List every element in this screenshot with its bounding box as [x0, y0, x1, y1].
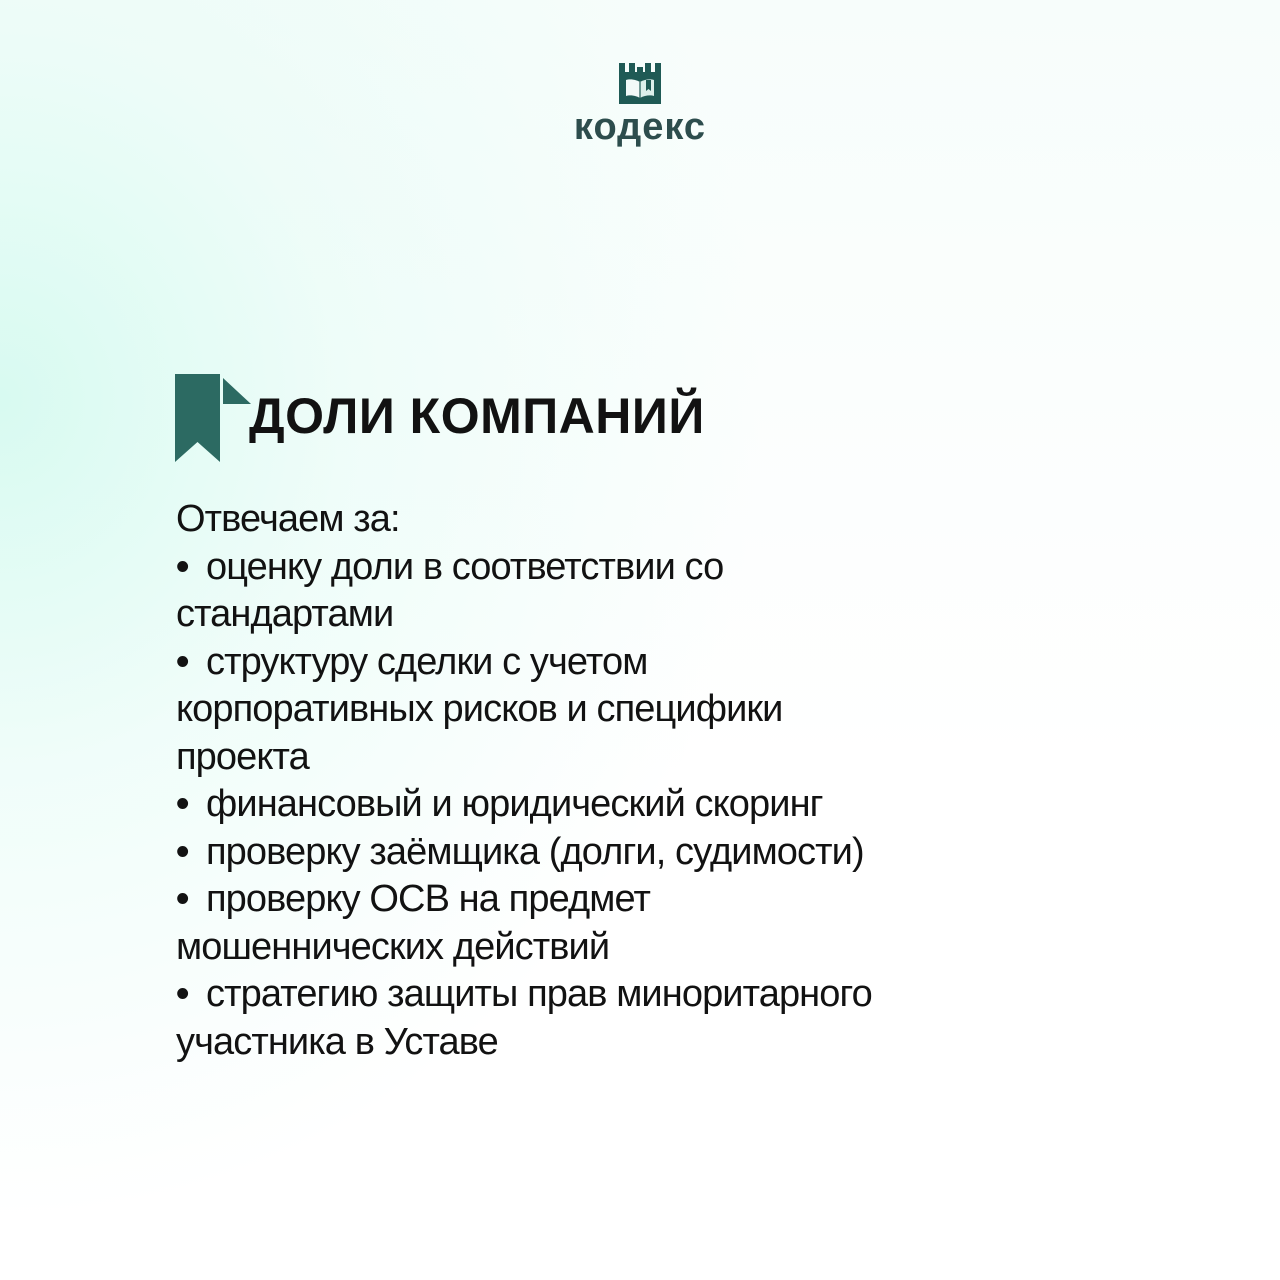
bullet-icon: • — [176, 783, 189, 825]
list-item-text: проекта — [176, 735, 309, 778]
section-heading — [175, 374, 705, 464]
list-item — [176, 639, 1176, 782]
list-item — [176, 544, 1176, 639]
list-item-text: проверку заёмщика (долги, судимости) — [206, 830, 864, 873]
brand-name: кодекс — [573, 106, 707, 148]
bullet-icon: • — [176, 830, 189, 873]
brand-logo — [0, 62, 1280, 146]
list-item — [176, 971, 1176, 1066]
list-item — [176, 829, 1176, 877]
list-item-text: участника в Уставе — [176, 1020, 498, 1063]
bullet-icon: • — [176, 878, 189, 920]
bookmark-icon — [175, 374, 255, 464]
intro-text: Отвечаем за: — [176, 498, 400, 540]
list-item-text: оценку доли в соответствии со — [206, 545, 724, 588]
list-item-text: стратегию защиты прав миноритарного — [206, 973, 872, 1015]
services-description — [176, 496, 1176, 1066]
kodeks-castle-book-logo-icon — [616, 62, 664, 106]
bullet-icon: • — [176, 545, 189, 588]
bullet-icon: • — [176, 640, 189, 683]
list-item-text: корпоративных рисков и специфики — [176, 688, 783, 730]
list-item-text: стандартами — [176, 593, 394, 635]
bullet-icon: • — [176, 973, 189, 1015]
page-title: ДОЛИ КОМПАНИЙ — [249, 388, 705, 444]
list-item — [176, 876, 1176, 971]
list-item-text: мошеннических действий — [176, 925, 610, 968]
list-item — [176, 781, 1176, 829]
services-list — [176, 544, 1176, 1067]
list-item-text: финансовый и юридический скоринг — [206, 783, 823, 825]
list-item-text: структуру сделки с учетом — [206, 640, 648, 683]
list-item-text: проверку ОСВ на предмет — [206, 878, 650, 920]
